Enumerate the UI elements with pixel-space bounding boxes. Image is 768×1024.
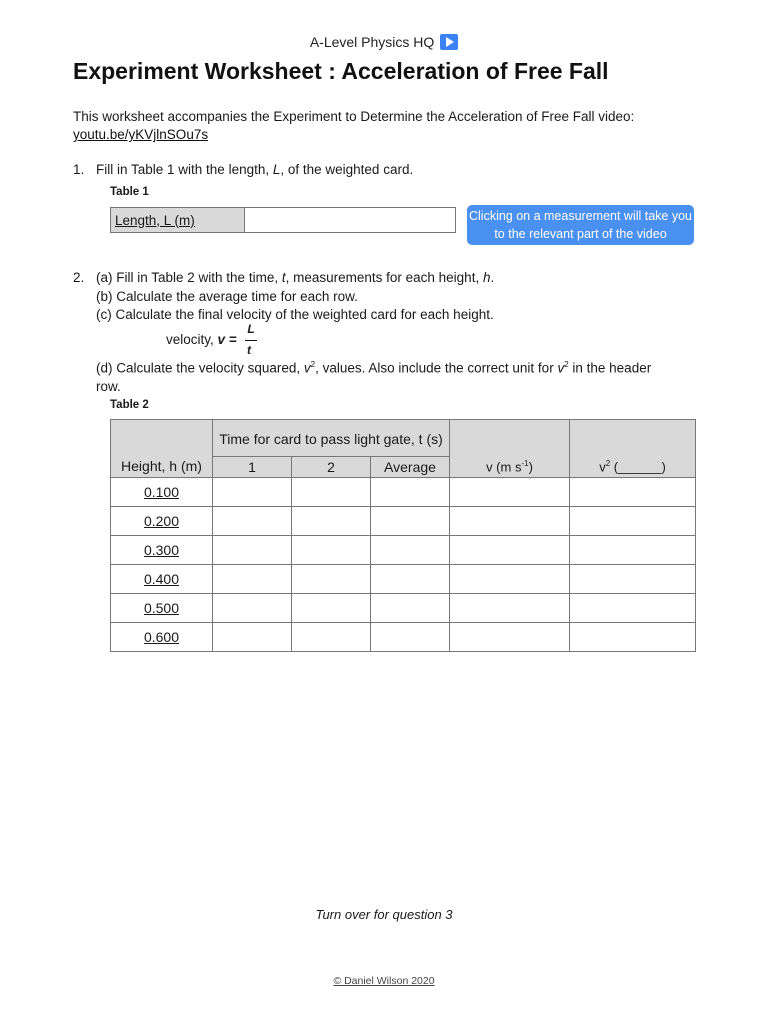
q1-text bbox=[96, 161, 413, 180]
time-2-header: 2 bbox=[292, 456, 371, 477]
fraction-numerator: L bbox=[247, 322, 255, 336]
velocity-cell[interactable] bbox=[450, 507, 570, 536]
length-value-cell[interactable] bbox=[245, 208, 456, 233]
v-header-pre: v (m s bbox=[486, 459, 522, 474]
time1-cell[interactable] bbox=[213, 565, 292, 594]
height-value[interactable]: 0.100 bbox=[143, 484, 180, 500]
q2-d-var: v bbox=[303, 360, 311, 376]
time1-cell[interactable] bbox=[213, 478, 292, 507]
velocity-squared-cell[interactable] bbox=[570, 507, 696, 536]
velocity-label: velocity, bbox=[166, 332, 218, 347]
v-header-sup: -1 bbox=[521, 458, 529, 468]
average-cell[interactable] bbox=[371, 594, 450, 623]
q2-number: 2. bbox=[73, 270, 85, 285]
velocity-cell[interactable] bbox=[450, 623, 570, 652]
velocity-var: v = bbox=[217, 332, 237, 347]
copyright-link[interactable]: © Daniel Wilson 2020 bbox=[333, 975, 435, 987]
height-cell[interactable] bbox=[111, 623, 213, 652]
q2-part-a bbox=[96, 269, 676, 288]
average-cell[interactable] bbox=[371, 623, 450, 652]
q2-d-var2: v bbox=[557, 360, 565, 376]
q2-a-t: t bbox=[281, 270, 286, 285]
velocity-cell[interactable] bbox=[450, 594, 570, 623]
time2-cell[interactable] bbox=[292, 536, 371, 565]
fraction-denominator: t bbox=[247, 343, 251, 357]
velocity-squared-cell[interactable] bbox=[570, 623, 696, 652]
velocity-formula bbox=[166, 332, 237, 347]
average-cell[interactable] bbox=[371, 507, 450, 536]
turn-over-note: Turn over for question 3 bbox=[315, 907, 453, 922]
q2-parts-abc bbox=[96, 269, 676, 325]
velocity-squared-cell[interactable] bbox=[570, 565, 696, 594]
q2-d-end: in the header row. bbox=[96, 360, 652, 394]
q1-var: L bbox=[272, 162, 281, 177]
v2-header-sup: 2 bbox=[605, 458, 611, 468]
average-cell[interactable] bbox=[371, 478, 450, 507]
table-row bbox=[111, 594, 696, 623]
height-cell[interactable] bbox=[111, 536, 213, 565]
fraction-bar bbox=[245, 340, 257, 341]
q2-part-c: (c) Calculate the final velocity of the weighted card for each height. bbox=[96, 307, 494, 322]
average-cell[interactable] bbox=[371, 565, 450, 594]
intro-text: This worksheet accompanies the Experiment to Determine the Acceleration of Free Fall video: bbox=[73, 109, 635, 124]
time2-cell[interactable] bbox=[292, 507, 371, 536]
time-average-header: Average bbox=[371, 456, 450, 477]
length-label-cell[interactable] bbox=[111, 208, 245, 233]
time2-cell[interactable] bbox=[292, 623, 371, 652]
table-row bbox=[111, 565, 696, 594]
height-value[interactable]: 0.400 bbox=[143, 571, 180, 587]
q2-a-pre: (a) Fill in Table 2 with the time, bbox=[96, 270, 282, 285]
q2-part-d: (d) Calculate the velocity squared, $v^2$, values. Also include the correct unit for $v^2$ in the header row. bbox=[96, 360, 652, 394]
q1-number: 1. bbox=[73, 162, 85, 177]
time1-cell[interactable] bbox=[213, 536, 292, 565]
time-header bbox=[213, 420, 450, 457]
velocity-cell[interactable] bbox=[450, 536, 570, 565]
table-row bbox=[111, 478, 696, 507]
time-1-header: 1 bbox=[213, 456, 292, 477]
q1-text-pre: Fill in Table 1 with the length, bbox=[96, 162, 273, 177]
height-cell[interactable] bbox=[111, 565, 213, 594]
time1-cell[interactable] bbox=[213, 507, 292, 536]
table-1 bbox=[110, 207, 456, 233]
height-header bbox=[111, 420, 213, 478]
time1-cell[interactable] bbox=[213, 594, 292, 623]
video-link[interactable]: youtu.be/yKVjlnSOu7s bbox=[73, 127, 209, 142]
q2-part-b: (b) Calculate the average time for each row. bbox=[96, 288, 358, 304]
table2-caption: Table 2 bbox=[110, 399, 149, 411]
height-value[interactable]: 0.200 bbox=[143, 513, 180, 529]
table-row bbox=[111, 507, 696, 536]
q2-d-pre: (d) Calculate the velocity squared, bbox=[96, 360, 304, 376]
table-row bbox=[111, 623, 696, 652]
velocity-squared-header bbox=[570, 420, 696, 478]
time2-cell[interactable] bbox=[292, 565, 371, 594]
q2-a-mid: , measurements for each height, bbox=[285, 270, 483, 285]
velocity-squared-cell[interactable] bbox=[570, 536, 696, 565]
q2-a-h: h bbox=[482, 270, 491, 285]
time2-cell[interactable] bbox=[292, 594, 371, 623]
play-icon[interactable] bbox=[440, 34, 458, 50]
q2-a-end: . bbox=[490, 270, 495, 285]
velocity-squared-cell[interactable] bbox=[570, 478, 696, 507]
height-cell[interactable] bbox=[111, 478, 213, 507]
height-value[interactable]: 0.600 bbox=[143, 629, 180, 645]
v2-header-pre: v bbox=[599, 459, 606, 474]
table1-caption: Table 1 bbox=[110, 186, 149, 198]
video-tooltip: Clicking on a measurement will take you to the relevant part of the video bbox=[467, 205, 694, 245]
time2-cell[interactable] bbox=[292, 478, 371, 507]
intro-paragraph bbox=[73, 108, 693, 144]
height-cell[interactable] bbox=[111, 507, 213, 536]
brand-name: A-Level Physics HQ bbox=[309, 34, 435, 50]
height-cell[interactable] bbox=[111, 594, 213, 623]
v-header-post: ) bbox=[528, 459, 533, 474]
velocity-cell[interactable] bbox=[450, 478, 570, 507]
height-value[interactable]: 0.500 bbox=[143, 600, 180, 616]
average-cell[interactable] bbox=[371, 536, 450, 565]
height-header-text: Height, h (m) bbox=[121, 458, 202, 474]
time1-cell[interactable] bbox=[213, 623, 292, 652]
length-label[interactable]: Length, L (m) bbox=[115, 212, 195, 228]
table-row bbox=[111, 536, 696, 565]
page-title: Experiment Worksheet : Acceleration of Free Fall bbox=[73, 58, 609, 84]
velocity-header bbox=[450, 420, 570, 478]
time-header-text: Time for card to pass light gate, t (s) bbox=[219, 430, 443, 447]
velocity-cell[interactable] bbox=[450, 565, 570, 594]
q2-d-mid: , values. Also include the correct unit for bbox=[315, 360, 558, 376]
velocity-squared-cell[interactable] bbox=[570, 594, 696, 623]
v2-header-post: (______) bbox=[610, 459, 666, 474]
brand-header bbox=[0, 34, 768, 50]
table-2 bbox=[110, 419, 696, 652]
height-value[interactable]: 0.300 bbox=[143, 542, 180, 558]
q1-text-post: , of the weighted card. bbox=[280, 162, 414, 177]
